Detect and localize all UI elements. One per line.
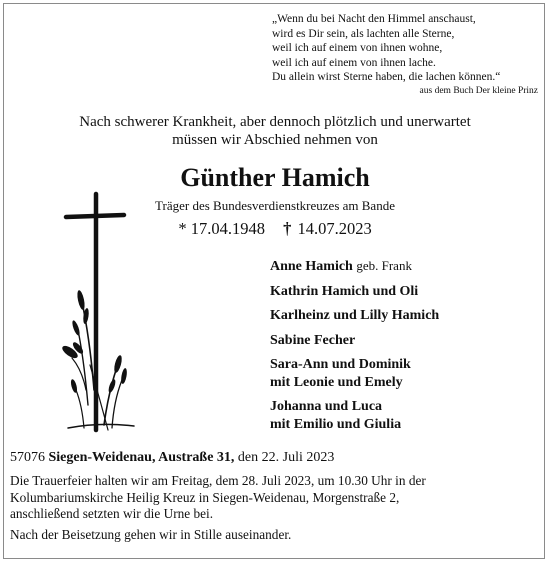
deceased-honor: Träger des Bundesverdienstkreuzes am Bande — [155, 198, 395, 213]
funeral-info — [10, 473, 540, 523]
family-member-name: Karlheinz und Lilly Hamich — [270, 308, 440, 323]
family-entry — [270, 356, 540, 391]
family-member-name: Kathrin Hamich und Oli — [270, 283, 419, 299]
intro-line-2: müssen wir Abschied nehmen von — [172, 131, 378, 148]
quote-source: aus dem Buch Der kleine Prinz — [419, 85, 538, 96]
family-entry — [270, 283, 540, 301]
postcode: 57076 — [10, 450, 45, 465]
cross-with-grain-icon — [60, 190, 140, 440]
death-cross-icon: † — [283, 219, 292, 238]
family-entry — [270, 398, 540, 433]
maiden-name: geb. Frank — [356, 258, 412, 273]
family-member-children: mit Leonie und Emely — [270, 374, 403, 390]
place-date: den 22. Juli 2023 — [237, 450, 335, 465]
death-date: 14.07.2023 — [297, 219, 372, 238]
family-member-name: Sara-Ann und Dominik — [270, 357, 411, 372]
family-list — [270, 257, 540, 440]
family-entry — [270, 257, 540, 276]
intro-text — [0, 114, 550, 149]
intro-line-1: Nach schwerer Krankheit, aber dennoch plötzlich und unerwartet — [79, 114, 471, 130]
deceased-name: Günther Hamich — [180, 163, 370, 192]
quote-line: wird es Dir sein, als lachten alle Sterne, — [272, 27, 455, 40]
location-line — [10, 449, 540, 467]
quote-block — [272, 12, 540, 98]
birth-date: 17.04.1948 — [190, 219, 265, 238]
funeral-line-3: anschließend setzten wir die Urne bei. — [10, 506, 214, 522]
quote-line: weil ich auf einem von ihnen wohne, — [272, 42, 443, 55]
quote-line: weil ich auf einem von ihnen lache. — [272, 56, 436, 69]
family-member-name: Sabine Fecher — [270, 332, 356, 348]
funeral-line-1: Die Trauerfeier halten wir am Freitag, dem 28. Juli 2023, um 10.30 Uhr in der — [10, 473, 426, 488]
family-member-name: Anne Hamich — [270, 259, 353, 274]
closing-text: Nach der Beisetzung gehen wir in Stille auseinander. — [10, 527, 292, 542]
family-member-children: mit Emilio und Giulia — [270, 416, 402, 432]
family-entry — [270, 307, 540, 325]
family-member-name: Johanna und Luca — [270, 399, 383, 414]
place-address: Siegen-Weidenau, Austraße 31, — [48, 450, 235, 465]
quote-line: „Wenn du bei Nacht den Himmel anschaust, — [272, 13, 476, 25]
family-entry — [270, 332, 540, 350]
birth-symbol: * — [178, 219, 187, 238]
funeral-line-2: Kolumbariumskirche Heilig Kreuz in Siegen-Weidenau, Morgenstraße 2, — [10, 489, 400, 505]
quote-line: Du allein wirst Sterne haben, die lachen können.“ — [272, 71, 501, 84]
